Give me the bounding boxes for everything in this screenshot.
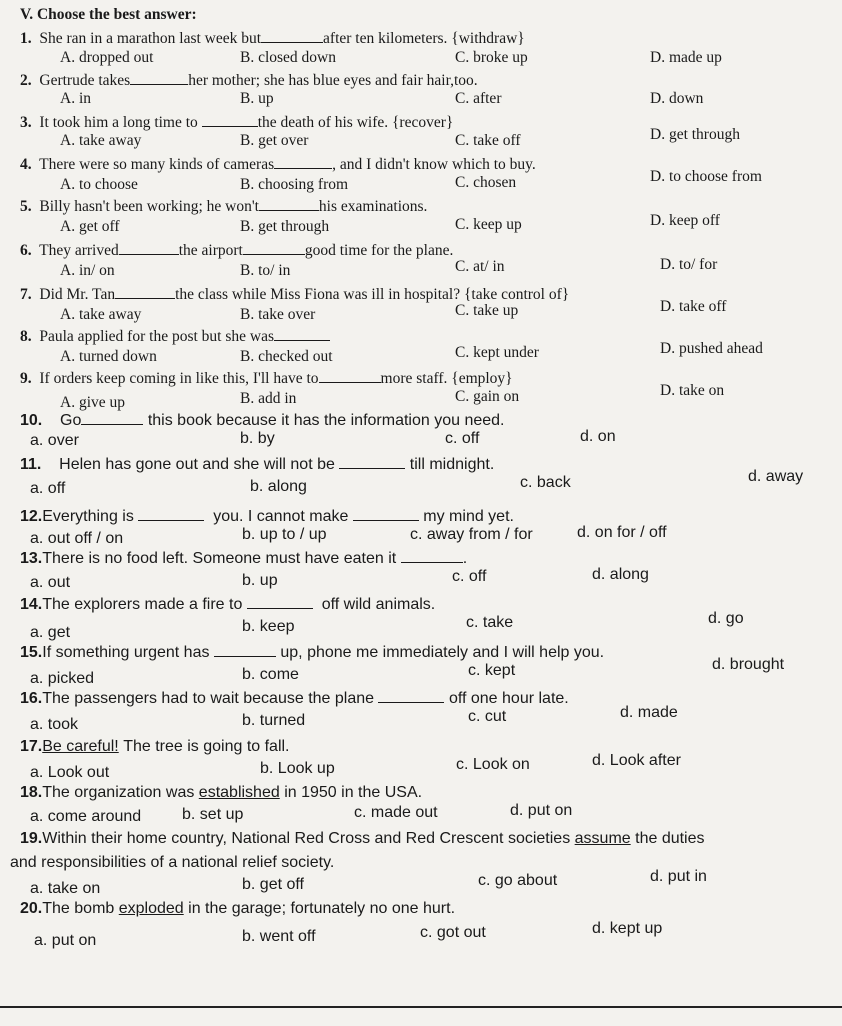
question-number: 16. — [20, 690, 43, 707]
stem-text: Go — [60, 412, 82, 429]
option-d[interactable]: d. go — [708, 610, 744, 627]
stem-text: my mind yet. — [423, 508, 514, 525]
answer-blank[interactable] — [247, 607, 313, 609]
option-c[interactable]: C. take up — [455, 302, 519, 319]
question-14-stem — [20, 596, 435, 614]
option-d[interactable]: d. away — [748, 468, 804, 485]
stem-text: There were so many kinds of cameras — [39, 156, 275, 173]
answer-blank[interactable] — [115, 297, 175, 299]
option-d[interactable]: d. on — [580, 428, 616, 445]
stem-text: Paula applied for the post but she was — [39, 328, 274, 345]
option-a[interactable]: A. take away — [60, 306, 142, 323]
question-11-stem — [20, 456, 494, 474]
stem-text: The passengers had to wait because the plane — [42, 690, 375, 707]
question-number: 6. — [20, 242, 32, 259]
stem-text: They arrived — [39, 242, 119, 259]
question-number: 14. — [20, 596, 43, 613]
option-b[interactable]: B. take over — [240, 306, 316, 323]
option-c[interactable]: C. gain on — [455, 388, 520, 405]
option-b[interactable]: b. get off — [242, 876, 304, 893]
option-d[interactable]: d. along — [592, 566, 649, 583]
option-b[interactable]: b. went off — [242, 928, 316, 945]
question-6-stem — [20, 242, 453, 260]
option-c[interactable]: c. made out — [354, 804, 438, 821]
option-b[interactable]: B. up — [240, 90, 274, 107]
stem-text: Helen has gone out and she will not be — [59, 456, 335, 473]
option-d[interactable]: d. put in — [650, 868, 707, 885]
question-13-stem — [20, 550, 467, 568]
question-3-stem — [20, 114, 453, 132]
question-number: 10. — [20, 412, 43, 429]
option-c[interactable]: C. kept under — [455, 344, 539, 361]
option-d[interactable]: D. made up — [650, 49, 722, 66]
option-d[interactable]: D. down — [650, 90, 704, 107]
stem-text: The organization was — [42, 784, 195, 801]
stem-text: off one hour late. — [448, 690, 569, 707]
question-15-stem — [20, 644, 604, 662]
option-c[interactable]: C. keep up — [455, 216, 522, 233]
stem-text: Billy hasn't been working; he won't — [39, 198, 259, 215]
question-number: 7. — [20, 286, 32, 303]
option-d[interactable]: D. take on — [660, 382, 725, 399]
stem-text: up, phone me immediately and I will help you. — [280, 644, 605, 661]
option-c[interactable]: c. take — [466, 614, 514, 631]
stem-text: in the garage; fortunately no one hurt. — [188, 900, 456, 917]
question-number: 17. — [20, 738, 43, 755]
question-number: 11. — [20, 456, 42, 473]
stem-text: There is no food left. Someone must have eaten it — [42, 550, 397, 567]
stem-text: The tree is going to fall. — [123, 738, 290, 755]
question-number: 13. — [20, 550, 43, 567]
option-a[interactable]: a. put on — [34, 932, 97, 949]
question-4-stem — [20, 156, 536, 174]
stem-text: , and I didn't know which to buy. — [332, 156, 536, 173]
stem-text: this book because it has the information you need. — [147, 412, 505, 429]
stem-text: Everything is — [42, 508, 134, 525]
option-a[interactable]: a. picked — [30, 670, 95, 687]
answer-blank[interactable] — [130, 83, 188, 85]
answer-blank[interactable] — [401, 561, 463, 563]
question-number: 18. — [20, 784, 43, 801]
underlined-phrase: exploded — [118, 900, 184, 917]
stem-text: She ran in a marathon last week but — [39, 30, 262, 47]
answer-blank[interactable] — [214, 655, 276, 657]
question-16-stem — [20, 690, 569, 708]
option-a[interactable]: a. Look out — [30, 764, 110, 781]
option-b[interactable]: B. add in — [240, 390, 297, 407]
question-number: 8. — [20, 328, 32, 345]
section-heading: V. Choose the best answer: — [20, 6, 197, 23]
option-b[interactable]: b. up — [242, 572, 278, 589]
stem-text: his examinations. — [318, 198, 428, 215]
option-c[interactable]: c. got out — [420, 924, 486, 941]
stem-text: more staff. {employ} — [380, 370, 513, 387]
question-number: 20. — [20, 900, 43, 917]
question-12-stem — [20, 508, 514, 526]
answer-blank[interactable] — [259, 209, 319, 211]
question-19-continuation: and responsibilities of a national relief society. — [10, 854, 335, 871]
option-c[interactable]: C. after — [455, 90, 502, 107]
stem-text: Gertrude takes — [39, 72, 131, 89]
option-b[interactable]: B. get over — [240, 132, 309, 149]
option-c[interactable]: c. off — [452, 568, 487, 585]
bottom-rule — [0, 1006, 842, 1008]
option-a[interactable]: a. over — [30, 432, 79, 449]
option-d[interactable]: D. to/ for — [660, 256, 718, 273]
answer-blank[interactable] — [274, 339, 330, 341]
option-b[interactable]: B. closed down — [240, 49, 337, 66]
answer-blank[interactable] — [261, 41, 323, 43]
stem-text: The bomb — [42, 900, 115, 917]
answer-blank[interactable] — [138, 519, 204, 521]
option-a[interactable]: a. off — [30, 480, 66, 497]
option-a[interactable]: A. in/ on — [60, 262, 115, 279]
option-d[interactable]: D. keep off — [650, 212, 720, 229]
option-d[interactable]: D. pushed ahead — [660, 340, 763, 357]
option-d[interactable]: D. to choose from — [650, 168, 762, 185]
question-8-stem — [20, 328, 330, 346]
stem-text: If orders keep coming in like this, I'll have to — [39, 370, 319, 387]
option-d[interactable]: d. put on — [510, 802, 573, 819]
question-9-stem — [20, 370, 513, 388]
answer-blank[interactable] — [339, 467, 405, 469]
stem-text: you. I cannot make — [213, 508, 349, 525]
question-number: 9. — [20, 370, 32, 387]
stem-text: after ten kilometers. {withdraw} — [323, 30, 525, 47]
stem-text: off wild animals. — [321, 596, 436, 613]
option-c[interactable]: c. away from / for — [410, 526, 533, 543]
option-b[interactable]: B. to/ in — [240, 262, 291, 279]
option-d[interactable]: D. take off — [660, 298, 727, 315]
underlined-phrase: Be careful! — [42, 738, 119, 755]
question-number: 15. — [20, 644, 43, 661]
question-number: 4. — [20, 156, 32, 173]
underlined-phrase: assume — [574, 830, 631, 847]
stem-text: in 1950 in the USA. — [284, 784, 423, 801]
option-b[interactable]: b. keep — [242, 618, 295, 635]
option-c[interactable]: C. chosen — [455, 174, 517, 191]
option-b[interactable]: B. choosing from — [240, 176, 349, 193]
option-a[interactable]: a. out — [30, 574, 71, 591]
answer-blank[interactable] — [243, 253, 305, 255]
answer-blank[interactable] — [353, 519, 419, 521]
option-b[interactable]: b. by — [240, 430, 275, 447]
question-19-stem — [20, 830, 705, 848]
question-17-stem — [20, 738, 290, 756]
stem-text: till midnight. — [409, 456, 495, 473]
option-c[interactable]: c. kept — [468, 662, 516, 679]
stem-text: The explorers made a fire to — [42, 596, 243, 613]
option-b[interactable]: b. along — [250, 478, 307, 495]
question-number: 19. — [20, 830, 43, 847]
stem-text: If something urgent has — [42, 644, 210, 661]
option-b[interactable]: b. set up — [182, 806, 244, 823]
option-a[interactable]: A. dropped out — [60, 49, 154, 66]
question-10-stem — [20, 412, 505, 430]
stem-text: the class while Miss Fiona was ill in hospital? {take control of} — [175, 286, 570, 303]
option-a[interactable]: a. take on — [30, 880, 101, 897]
option-d[interactable]: d. kept up — [592, 920, 663, 937]
option-b[interactable]: B. get through — [240, 218, 330, 235]
option-a[interactable]: a. took — [30, 716, 79, 733]
option-c[interactable]: c. cut — [468, 708, 507, 725]
option-d[interactable]: d. brought — [712, 656, 785, 673]
question-number: 2. — [20, 72, 32, 89]
option-c[interactable]: c. Look on — [456, 756, 530, 773]
option-a[interactable]: A. give up — [60, 394, 126, 411]
stem-text: the airport — [178, 242, 243, 259]
option-a[interactable]: A. turned down — [60, 348, 157, 365]
question-5-stem — [20, 198, 427, 216]
option-b[interactable]: B. checked out — [240, 348, 333, 365]
option-a[interactable]: a. get — [30, 624, 71, 641]
option-a[interactable]: A. get off — [60, 218, 120, 235]
option-d[interactable]: d. on for / off — [577, 524, 667, 541]
option-d[interactable]: d. Look after — [592, 752, 681, 769]
question-number: 3. — [20, 114, 32, 131]
option-b[interactable]: b. come — [242, 666, 299, 683]
option-a[interactable]: A. take away — [60, 132, 142, 149]
underlined-phrase: established — [198, 784, 280, 801]
stem-text: her mother; she has blue eyes and fair hair,too. — [188, 72, 478, 89]
option-a[interactable]: a. come around — [30, 808, 142, 825]
option-b[interactable]: b. Look up — [260, 760, 335, 777]
option-a[interactable]: A. to choose — [60, 176, 138, 193]
question-number: 1. — [20, 30, 32, 47]
question-18-stem — [20, 784, 422, 802]
option-d[interactable]: d. made — [620, 704, 678, 721]
question-20-stem — [20, 900, 455, 918]
answer-blank[interactable] — [202, 125, 258, 127]
answer-blank[interactable] — [378, 701, 444, 703]
option-b[interactable]: b. turned — [242, 712, 306, 729]
option-a[interactable]: a. out off / on — [30, 530, 124, 547]
answer-blank[interactable] — [319, 381, 381, 383]
question-1-stem — [20, 30, 525, 48]
stem-text: It took him a long time to — [39, 114, 198, 131]
option-b[interactable]: b. up to / up — [242, 526, 327, 543]
stem-text: the duties — [635, 830, 705, 847]
answer-blank[interactable] — [81, 423, 143, 425]
option-c[interactable]: c. back — [520, 474, 571, 491]
question-number: 5. — [20, 198, 32, 215]
option-c[interactable]: c. go about — [478, 872, 558, 889]
question-2-stem — [20, 72, 478, 90]
answer-blank[interactable] — [119, 253, 179, 255]
option-a[interactable]: A. in — [60, 90, 91, 107]
question-number: 12. — [20, 508, 43, 525]
option-c[interactable]: C. broke up — [455, 49, 528, 66]
stem-text: . — [462, 550, 468, 567]
stem-text: good time for the plane. — [304, 242, 454, 259]
option-c[interactable]: C. at/ in — [455, 258, 505, 275]
stem-text: Within their home country, National Red Cross and Red Crescent societies — [42, 830, 571, 847]
answer-blank[interactable] — [274, 167, 332, 169]
option-c[interactable]: C. take off — [455, 132, 521, 149]
option-d[interactable]: D. get through — [650, 126, 740, 143]
stem-text: Did Mr. Tan — [39, 286, 116, 303]
stem-text: the death of his wife. {recover} — [257, 114, 454, 131]
option-c[interactable]: c. off — [445, 430, 480, 447]
